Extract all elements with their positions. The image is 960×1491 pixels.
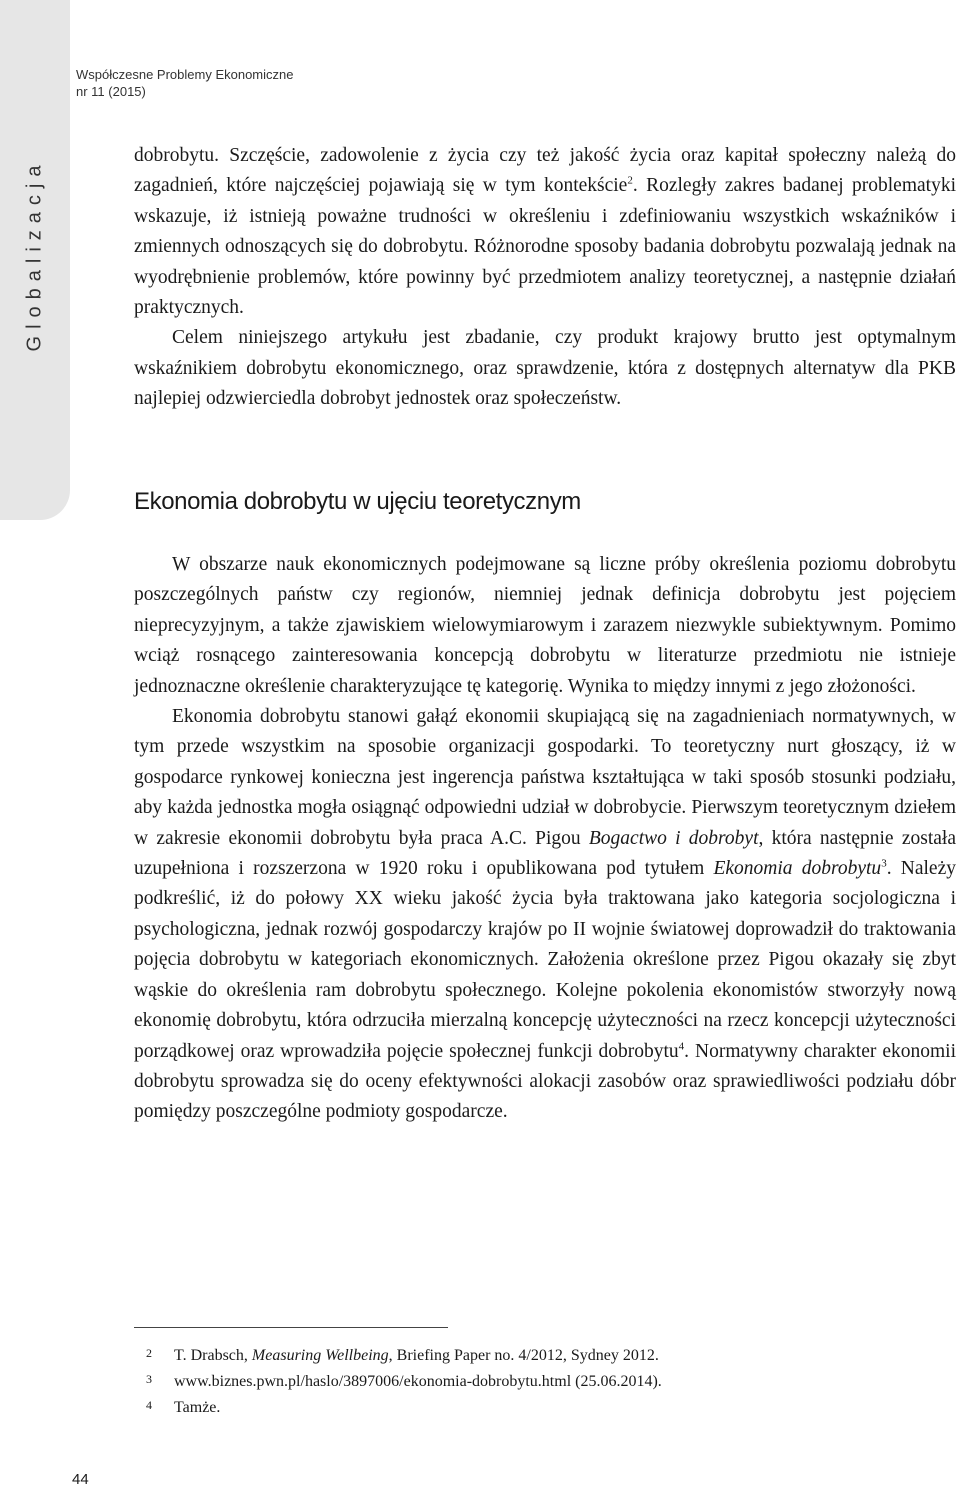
footnote xyxy=(146,1343,662,1369)
book-title: Bogactwo i dobrobyt xyxy=(588,827,759,849)
footnote-link[interactable]: www.biznes.pwn.pl/haslo/3897006/ekonomia-dobrobytu.html (25.06.2014). xyxy=(174,1373,662,1390)
section-side-tab xyxy=(0,0,70,520)
paragraph: W obszarze nauk ekonomicznych podejmowane są liczne próby określenia poziomu dobrobytu poszczególnych państw czy regionów, niemniej jednak definicja dobrobytu jest pojęciem nieprecyzyjnym, a także zjawiskiem wielowymiarowym i zarazem niezwykle subiektywnym. Pomimo wciąż rosnącego zainteresowania koncepcją dobrobytu w literaturze przedmiotu nie istnieje jednoznaczne określenie charakteryzujące tę kategorię. Wynika to między innymi z jego złożoności. xyxy=(134,554,956,697)
book-title: Ekonomia dobrobytu xyxy=(713,858,882,880)
page-number: 44 xyxy=(72,1471,89,1488)
running-header xyxy=(76,66,293,100)
footnote xyxy=(146,1395,662,1421)
paragraph: dobrobytu. Szczęście, zadowolenie z życia czy też jakość życia oraz kapitał społeczny należą do zagadnień, które najczęściej pojawiają się w tym kontekście$^2$. Rozległy zakres badanej problematyki wskazuje, iż istnieją poważne trudności w określeniu i zdefiniowaniu wszystkich wskaźników i zmiennych odnoszących się do dobrobytu. Różnorodne sposoby badania dobrobytu pozwalają jednak na wyodrębnienie problemów, które powinny być przedmiotem analizy teoretycznej, a następnie działań praktycznych. xyxy=(134,145,956,319)
intro-text xyxy=(134,141,956,415)
footnote-divider xyxy=(134,1327,448,1328)
journal-issue: nr 11 (2015) xyxy=(76,84,146,99)
section-label: Globalizacja xyxy=(23,158,46,352)
footnote-number: 2 xyxy=(146,1346,152,1360)
paragraph: Celem niniejszego artykułu jest zbadanie, czy produkt krajowy brutto jest optymalnym wskaźnikiem dobrobytu ekonomicznego, oraz sprawdzenie, która z dostępnych alternatyw dla PKB najlepiej odzwierciedla dobrobyt jednostek oraz społeczeństw. xyxy=(134,327,956,410)
footnote-number: 3 xyxy=(146,1372,152,1386)
footnote-number: 4 xyxy=(146,1398,152,1412)
footnote-ref[interactable]: 2 xyxy=(627,174,633,187)
journal-title: Współczesne Problemy Ekonomiczne xyxy=(76,67,294,82)
footnotes xyxy=(146,1343,662,1421)
section-text xyxy=(134,550,956,1128)
section-heading: Ekonomia dobrobytu w ujęciu teoretycznym xyxy=(134,488,581,515)
footnote-text: T. Drabsch, Measuring Wellbeing, Briefing Paper no. 4/2012, Sydney 2012. xyxy=(174,1347,659,1364)
footnote-ref[interactable]: 3 xyxy=(881,857,887,870)
footnote-text: Tamże. xyxy=(174,1399,221,1416)
footnote-ref[interactable]: 4 xyxy=(678,1040,685,1052)
paragraph: Ekonomia dobrobytu stanowi gałąź ekonomii skupiającą się na zagadnieniach normatywnych, w tym przede wszystkim na sposobie organizacji gospodarki. To teoretyczny nurt głoszący, iż w gospodarce rynkowej konieczna jest ingerencja państwa kształtująca w taki sposób stosunki podziału, aby każda jednostka mogła osiągnąć odpowiedni udział w dobrobycie. Pierwszym teoretycznym dziełem w zakresie ekonomii dobrobytu była praca A.C. Pigou Bogactwo i dobrobyt, która następnie została uzupełniona i rozszerzona w 1920 roku i opublikowana pod tytułem Ekonomia dobrobytu$^3$. Należy podkreślić, iż do połowy XX wieku jakość życia była traktowana jako kategoria socjologiczna i psychologiczna, jednak rozwój gospodarczy krajów po II wojnie światowej doprowadził do traktowania pojęcia dobrobytu w kategoriach ekonomicznych. Założenia określone przez Pigou okazały się zbyt wąskie do określenia ram dobrobytu społecznego. Kolejne pokolenia ekonomistów stworzyły nową ekonomię dobrobytu, która odrzuciła mierzalną koncepcję użyteczności na rzecz koncepcji użyteczności porządkowej oraz wprowadziła pojęcie społecznej funkcji dobrobytu$^4$. Normatywny charakter ekonomii dobrobytu sprowadza się do oceny efektywności alokacji zasobów oraz sprawiedliwości podziału dóbr pomiędzy poszczególne podmioty gospodarcze. xyxy=(134,706,956,1123)
footnote xyxy=(146,1369,662,1395)
